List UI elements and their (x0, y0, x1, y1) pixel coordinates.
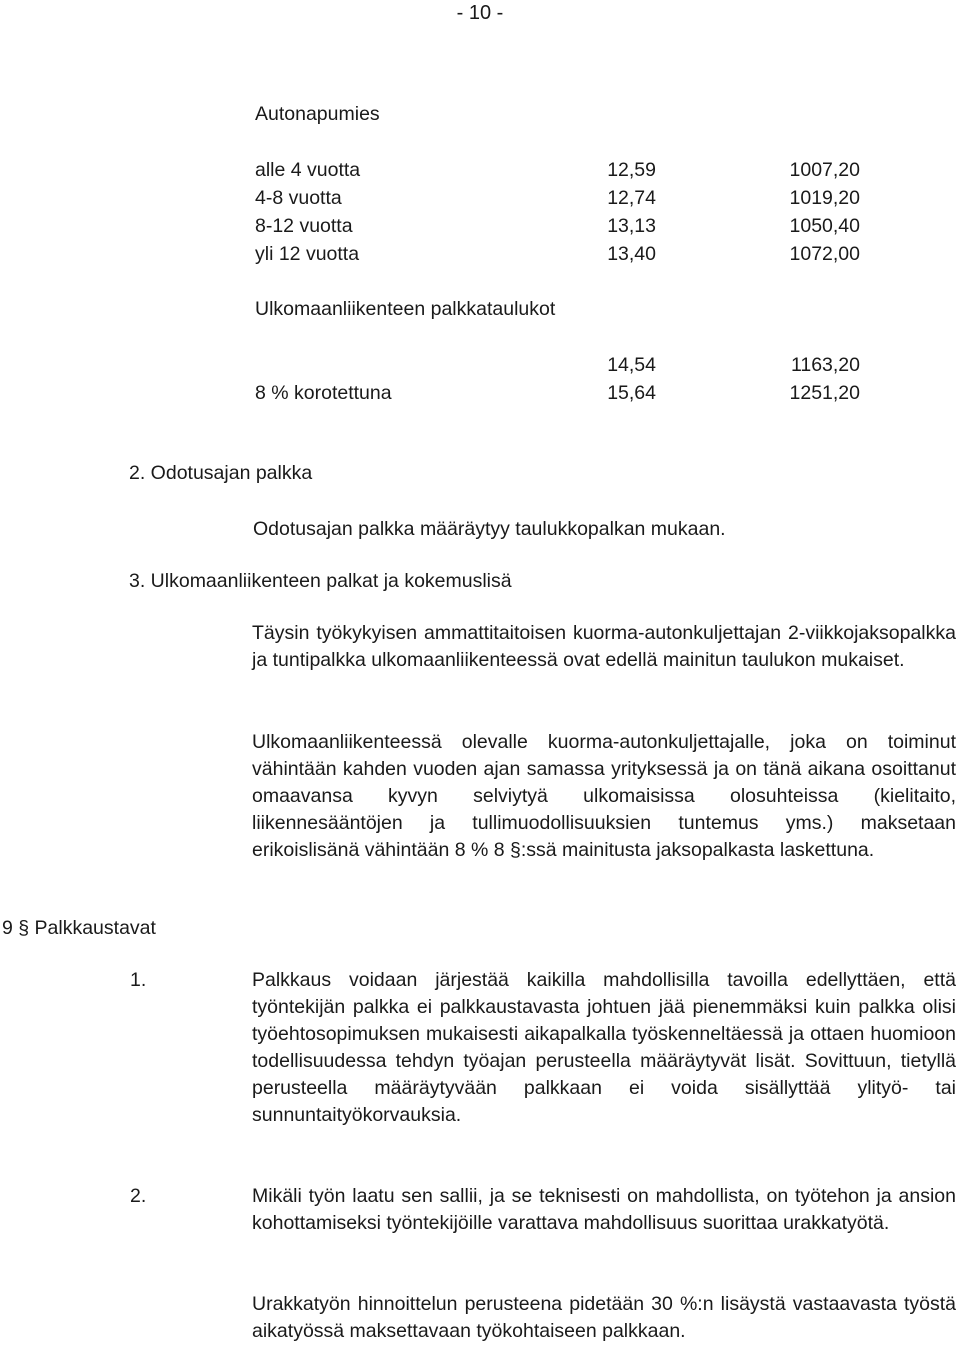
table-heading-ulkomaanliikenne: Ulkomaanliikenteen palkkataulukot (255, 298, 556, 320)
period-wage: 1019,20 (789, 187, 860, 209)
hourly-wage: 12,74 (607, 187, 656, 209)
item-paragraph: Urakkatyön hinnoittelun perusteena pidetään 30 %:n lisäystä vastaavasta työstä aikatyössä maksettavaan työkohtaiseen palkkaan. (252, 1293, 956, 1342)
item-number: 1. (130, 969, 147, 991)
row-label: 4-8 vuotta (255, 187, 342, 209)
hourly-wage: 15,64 (607, 382, 656, 404)
table-heading-autonapumies: Autonapumies (255, 103, 380, 125)
hourly-wage: 12,59 (607, 159, 656, 181)
section-2-title: 2. Odotusajan palkka (129, 462, 313, 484)
period-wage: 1050,40 (789, 215, 860, 237)
section-9-title: 9 § Palkkaustavat (2, 917, 156, 939)
hourly-wage: 14,54 (607, 354, 656, 376)
period-wage: 1007,20 (789, 159, 860, 181)
page-number: - 10 - (456, 2, 504, 24)
item-paragraph: Palkkaus voidaan järjestää kaikilla mahdollisilla tavoilla edellyttäen, että työntekijän palkka ei palkkaustavasta johtuen jää pienemmäksi kuin palkka olisi työehtosopimuksen mukaisesti aikapalkalla työskenneltäessä ja ottaen huomioon todellisuudessa tehdyn työajan perusteella määräytyvät lisät. Sovittuun, tietyllä perusteella määräytyvään palkkaan ei voida sisällyttää ylityö- tai sunnuntaityökorvauksia. (252, 969, 956, 1126)
section-3-title: 3. Ulkomaanliikenteen palkat ja kokemuslisä (129, 570, 512, 592)
hourly-wage: 13,13 (607, 215, 656, 237)
row-label: yli 12 vuotta (255, 243, 360, 265)
item-paragraph: Mikäli työn laatu sen sallii, ja se teknisesti on mahdollista, on työtehon ja ansion kohottamiseksi työntekijöille varattava mahdollisuus suorittaa urakkatyötä. (252, 1185, 956, 1234)
hourly-wage: 13,40 (607, 243, 656, 265)
period-wage: 1072,00 (789, 243, 860, 265)
period-wage: 1251,20 (789, 382, 860, 404)
row-label: 8 % korotettuna (255, 382, 392, 404)
section-3-paragraph-1: Täysin työkykyisen ammattitaitoisen kuorma-autonkuljettajan 2-viikkojaksopalkka ja tuntipalkka ulkomaanliikenteessä ovat edellä mainitun taulukon mukaiset. (252, 622, 956, 671)
row-label: alle 4 vuotta (255, 159, 361, 181)
section-3-paragraph-2: Ulkomaanliikenteessä olevalle kuorma-autonkuljettajalle, joka on toiminut vähintään kahden vuoden ajan samassa yrityksessä ja on tänä aikana osoittanut omaavansa kyvyn selviytyä ulkomaisissa olosuhteissa (kielitaito, liikennesääntöjen ja tullimuodollisuuksien tuntemus yms.) maksetaan erikoislisänä vähintään 8 % 8 §:ssä mainitusta jaksopalkasta laskettuna. (252, 731, 956, 861)
item-number: 2. (130, 1185, 147, 1207)
row-label: 8-12 vuotta (255, 215, 353, 237)
period-wage: 1163,20 (790, 354, 860, 376)
section-2-text: Odotusajan palkka määräytyy taulukkopalkan mukaan. (253, 518, 726, 540)
